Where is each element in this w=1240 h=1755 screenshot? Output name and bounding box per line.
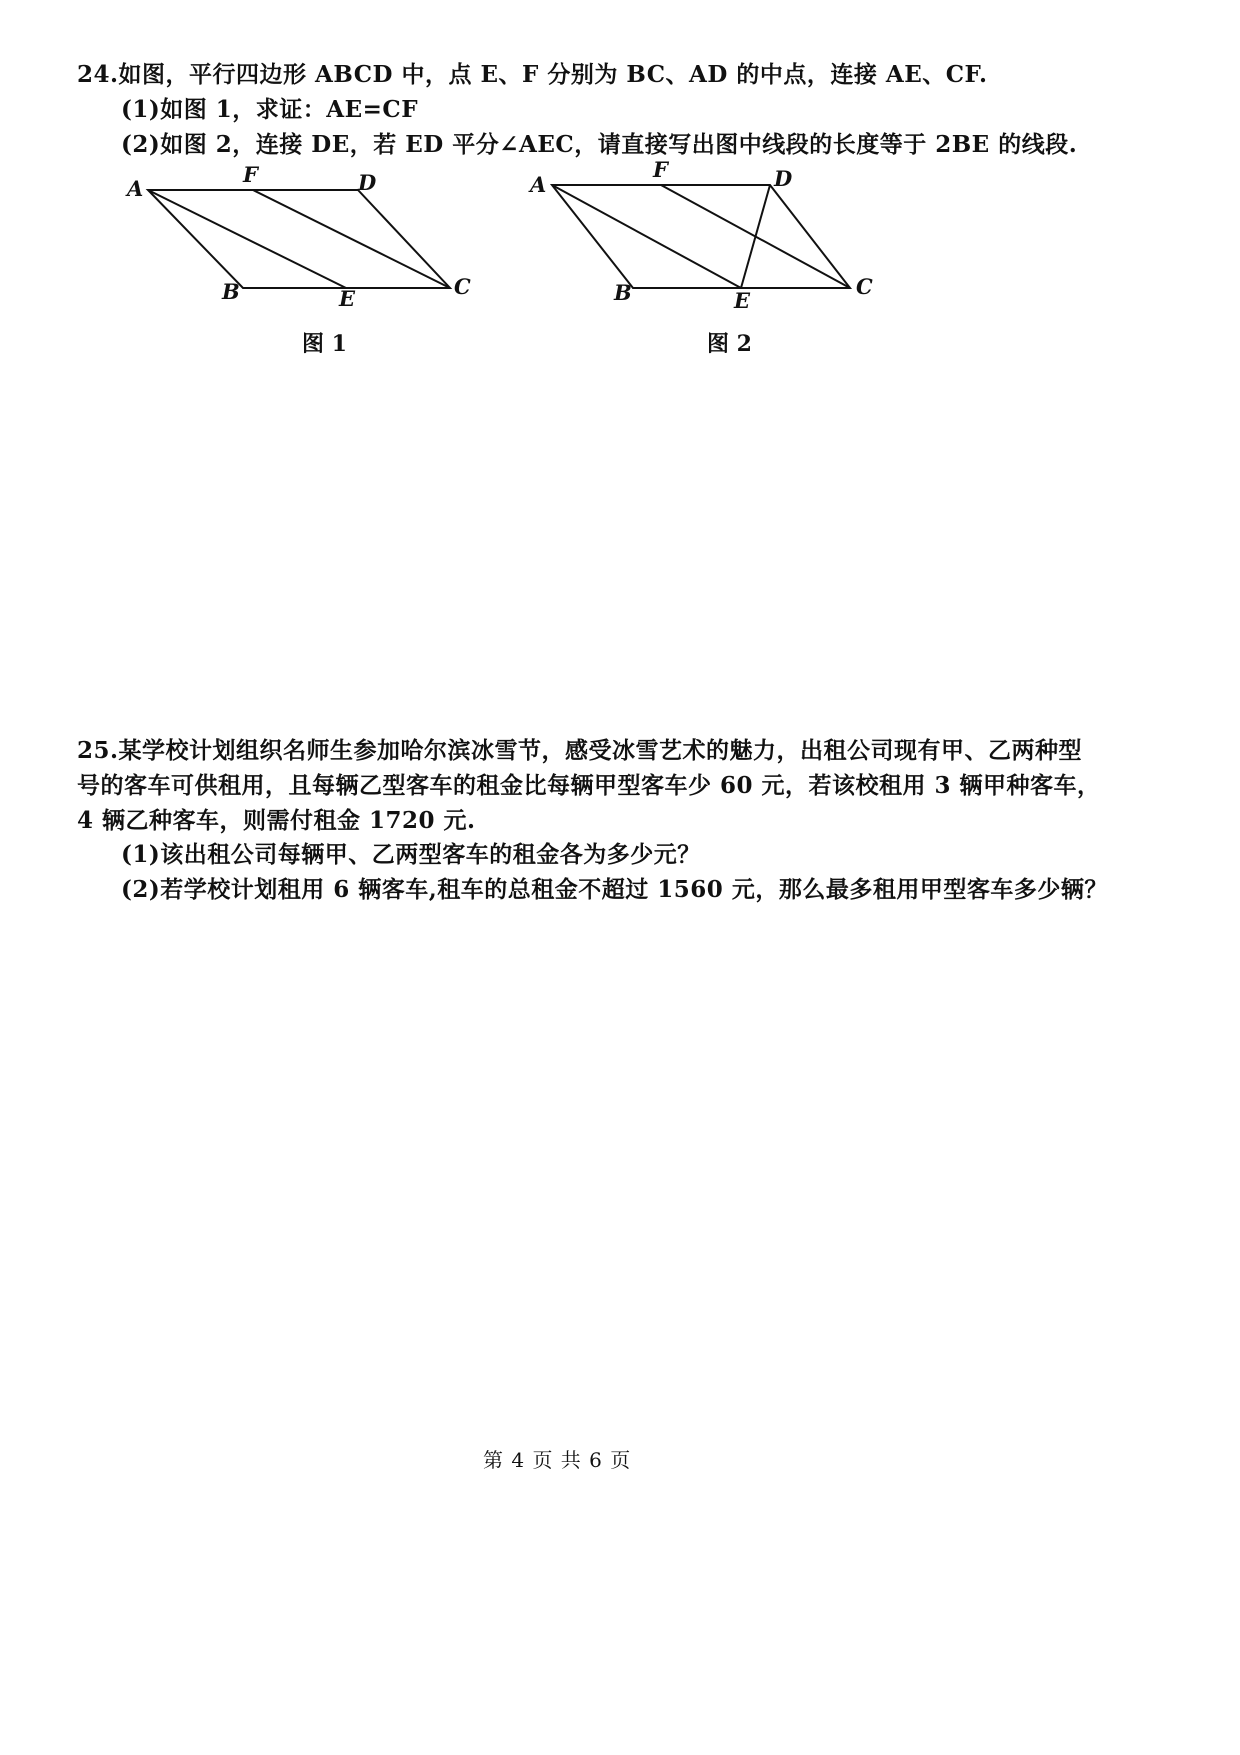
fig1-label-b: B	[222, 279, 240, 304]
fig1-label-e: E	[339, 286, 356, 311]
figure1-caption: 图 1	[302, 331, 347, 357]
figure2-diagram	[0, 0, 1240, 400]
fig2-label-e: E	[734, 288, 751, 313]
fig2-label-c: C	[856, 274, 873, 299]
fig1-label-a: A	[127, 176, 144, 201]
q25-part1: (1)该出租公司每辆甲、乙两型客车的租金各为多少元？	[121, 841, 701, 868]
fig2-label-f: F	[653, 157, 668, 182]
q25-stem-line3: 4 辆乙种客车，则需付租金 1720 元.	[77, 807, 476, 834]
q25-part2: (2)若学校计划租用 6 辆客车,租车的总租金不超过 1560 元，那么最多租用甲型客车多少辆？	[121, 876, 1108, 903]
fig2-parallelogram	[552, 185, 850, 288]
fig1-label-c: C	[454, 274, 471, 299]
q24-stem: 24.如图，平行四边形 ABCD 中，点 E、F 分别为 BC、AD 的中点，连接 AE、CF.	[77, 61, 988, 88]
fig2-segment-de	[741, 185, 770, 288]
fig1-label-f: F	[243, 162, 258, 187]
fig2-label-a: A	[530, 172, 547, 197]
fig2-segment-ae	[552, 185, 741, 288]
q25-stem-line2: 号的客车可供租用，且每辆乙型客车的租金比每辆甲型客车少 60 元，若该校租用 3 辆甲种客车，	[77, 772, 1101, 799]
fig1-label-d: D	[358, 170, 377, 195]
q24-part1: (1)如图 1，求证：AE=CF	[121, 96, 419, 123]
q25-stem-line1: 25.某学校计划组织名师生参加哈尔滨冰雪节，感受冰雪艺术的魅力，出租公司现有甲、乙两种型	[77, 737, 1083, 764]
page-number-footer: 第 4 页 共 6 页	[483, 1448, 632, 1472]
fig2-label-b: B	[614, 280, 632, 305]
figure2-caption: 图 2	[707, 331, 752, 357]
q24-part2: (2)如图 2，连接 DE，若 ED 平分∠AEC，请直接写出图中线段的长度等于 2BE 的线段.	[121, 131, 1078, 158]
fig2-label-d: D	[774, 166, 793, 191]
